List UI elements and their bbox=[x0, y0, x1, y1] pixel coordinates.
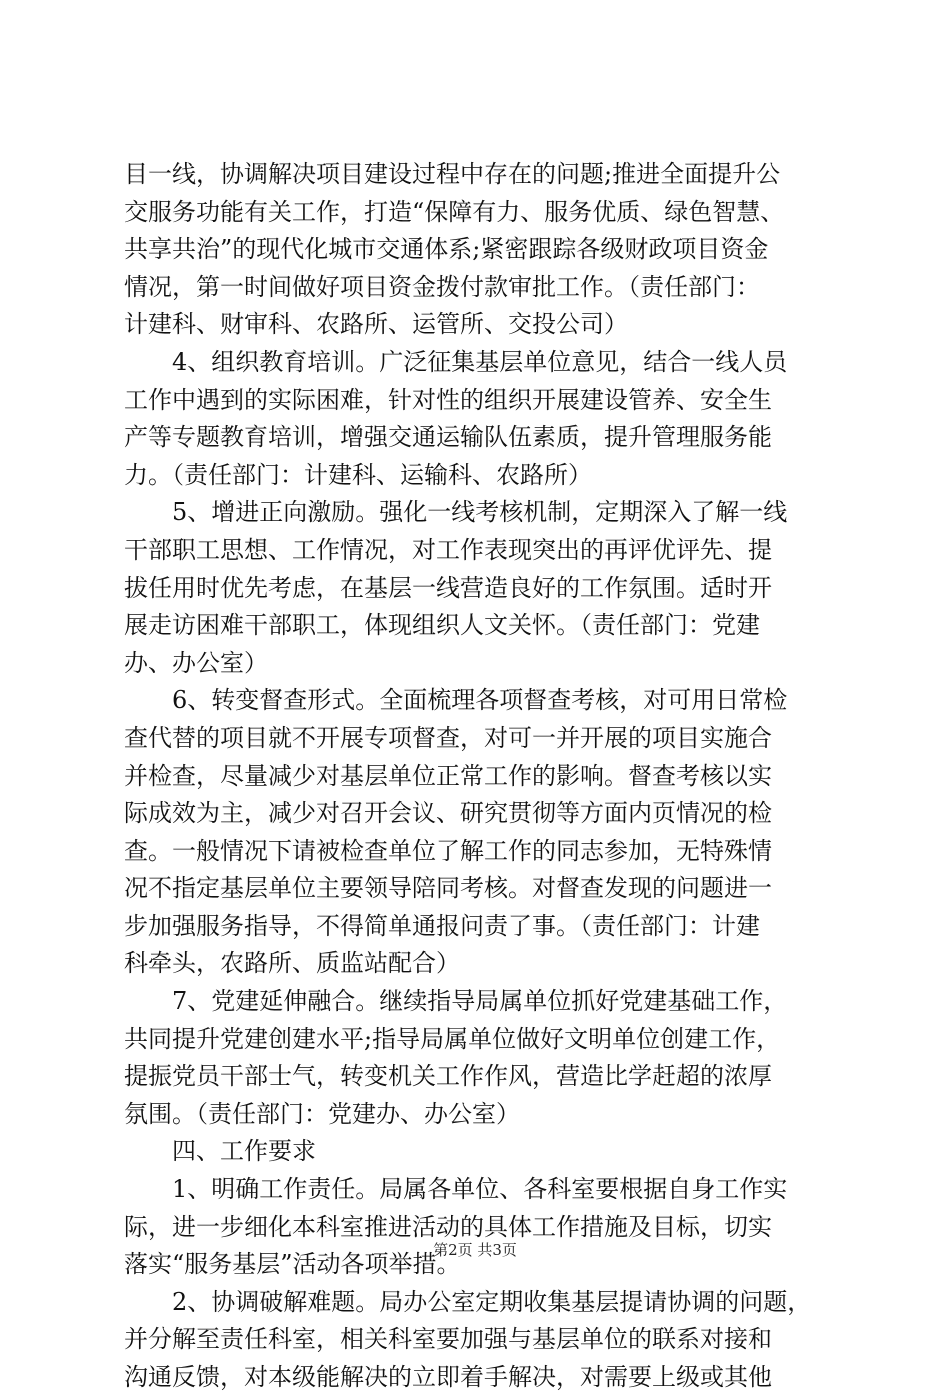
text-line: 查。一般情况下请被检查单位了解工作的同志参加，无特殊情 bbox=[124, 836, 772, 865]
text-line: 氛围。（责任部门：党建办、办公室） bbox=[124, 1099, 520, 1128]
text-line: 际成效为主，减少对召开会议、研究贯彻等方面内页情况的检 bbox=[124, 799, 772, 828]
text-line: 共享共治”的现代化城市交通体系;紧密跟踪各级财政项目资金 bbox=[124, 235, 769, 264]
text-line: 查代替的项目就不开展专项督查，对可一并开展的项目实施合 bbox=[124, 723, 772, 752]
text-line: 干部职工思想、工作情况，对工作表现突出的再评优评先、提 bbox=[124, 535, 772, 564]
text-line: 步加强服务指导，不得简单通报问责了事。（责任部门：计建 bbox=[124, 911, 760, 940]
text-line: 力。（责任部门：计建科、运输科、农路所） bbox=[124, 460, 592, 489]
text-line: 5、增进正向激励。强化一线考核机制，定期深入了解一线 bbox=[172, 498, 788, 527]
text-line: 科牵头，农路所、质监站配合） bbox=[124, 949, 460, 978]
text-line: 2、协调破解难题。局办公室定期收集基层提请协调的问题， bbox=[172, 1287, 812, 1316]
text-line: 情况，第一时间做好项目资金拨付款审批工作。（责任部门： bbox=[124, 272, 760, 301]
text-line: 际，进一步细化本科室推进活动的具体工作措施及目标，切实 bbox=[124, 1212, 772, 1241]
text-line: 4、组织教育培训。广泛征集基层单位意见，结合一线人员 bbox=[172, 347, 788, 376]
text-line: 6、转变督查形式。全面梳理各项督查考核，对可用日常检 bbox=[172, 686, 788, 715]
page-footer: 第2页 共3页 bbox=[433, 1241, 517, 1259]
text-line: 1、明确工作责任。局属各单位、各科室要根据自身工作实 bbox=[172, 1175, 788, 1204]
text-line: 交服务功能有关工作，打造“保障有力、服务优质、绿色智慧、 bbox=[124, 197, 785, 226]
text-line: 产等专题教育培训，增强交通运输队伍素质，提升管理服务能 bbox=[124, 423, 772, 452]
text-line: 共同提升党建创建水平;指导局属单位做好文明单位创建工作， bbox=[124, 1024, 781, 1053]
text-line: 拔任用时优先考虑，在基层一线营造良好的工作氛围。适时开 bbox=[124, 573, 772, 602]
text-line: 工作中遇到的实际困难，针对性的组织开展建设管养、安全生 bbox=[124, 385, 772, 414]
text-line: 办、办公室） bbox=[124, 648, 268, 677]
text-line: 并检查，尽量减少对基层单位正常工作的影响。督查考核以实 bbox=[124, 761, 772, 790]
document-body bbox=[124, 156, 830, 1397]
text-line: 沟通反馈，对本级能解决的立即着手解决，对需要上级或其他 bbox=[124, 1363, 772, 1391]
text-line: 落实“服务基层”活动各项举措。 bbox=[124, 1250, 461, 1279]
text-line: 提振党员干部士气，转变机关工作作风，营造比学赶超的浓厚 bbox=[124, 1062, 772, 1091]
text-line: 7、党建延伸融合。继续指导局属单位抓好党建基础工作， bbox=[172, 987, 788, 1016]
text-line: 计建科、财审科、农路所、运管所、交投公司） bbox=[124, 310, 628, 339]
text-line: 展走访困难干部职工，体现组织人文关怀。（责任部门：党建 bbox=[124, 611, 760, 640]
text-line: 况不指定基层单位主要领导陪同考核。对督查发现的问题进一 bbox=[124, 874, 772, 903]
text-line: 四、工作要求 bbox=[172, 1137, 316, 1166]
text-line: 并分解至责任科室，相关科室要加强与基层单位的联系对接和 bbox=[124, 1325, 772, 1354]
text-line: 目一线，协调解决项目建设过程中存在的问题;推进全面提升公 bbox=[124, 160, 781, 188]
